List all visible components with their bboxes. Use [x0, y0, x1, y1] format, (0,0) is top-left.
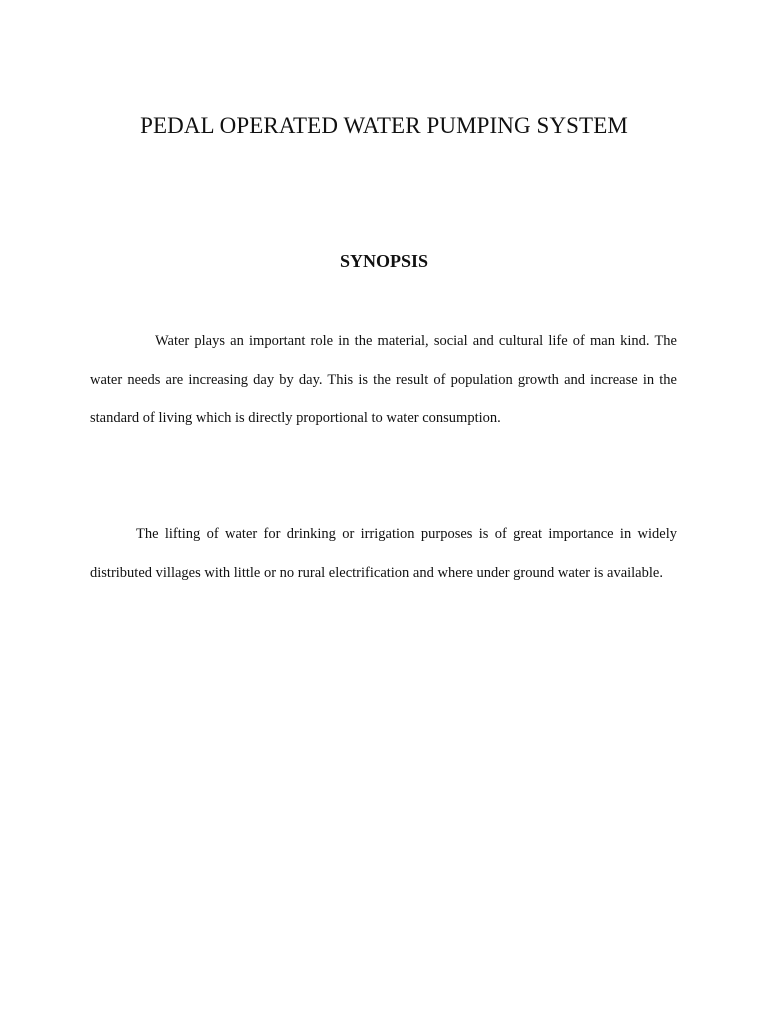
- section-heading-synopsis: SYNOPSIS: [339, 251, 429, 271]
- synopsis-paragraph-1: Water plays an important role in the material, social and cultural life of man kind. The water needs are increasing day by day. This is the result of population growth and increase in the standard of living which is directly proportional to water consumption.: [90, 333, 677, 427]
- document-title: PEDAL OPERATED WATER PUMPING SYSTEM: [140, 113, 628, 138]
- synopsis-paragraph-2: The lifting of water for drinking or irrigation purposes is of great importance in widely distributed villages with little or no rural electrification and where under ground water is available.: [90, 526, 677, 581]
